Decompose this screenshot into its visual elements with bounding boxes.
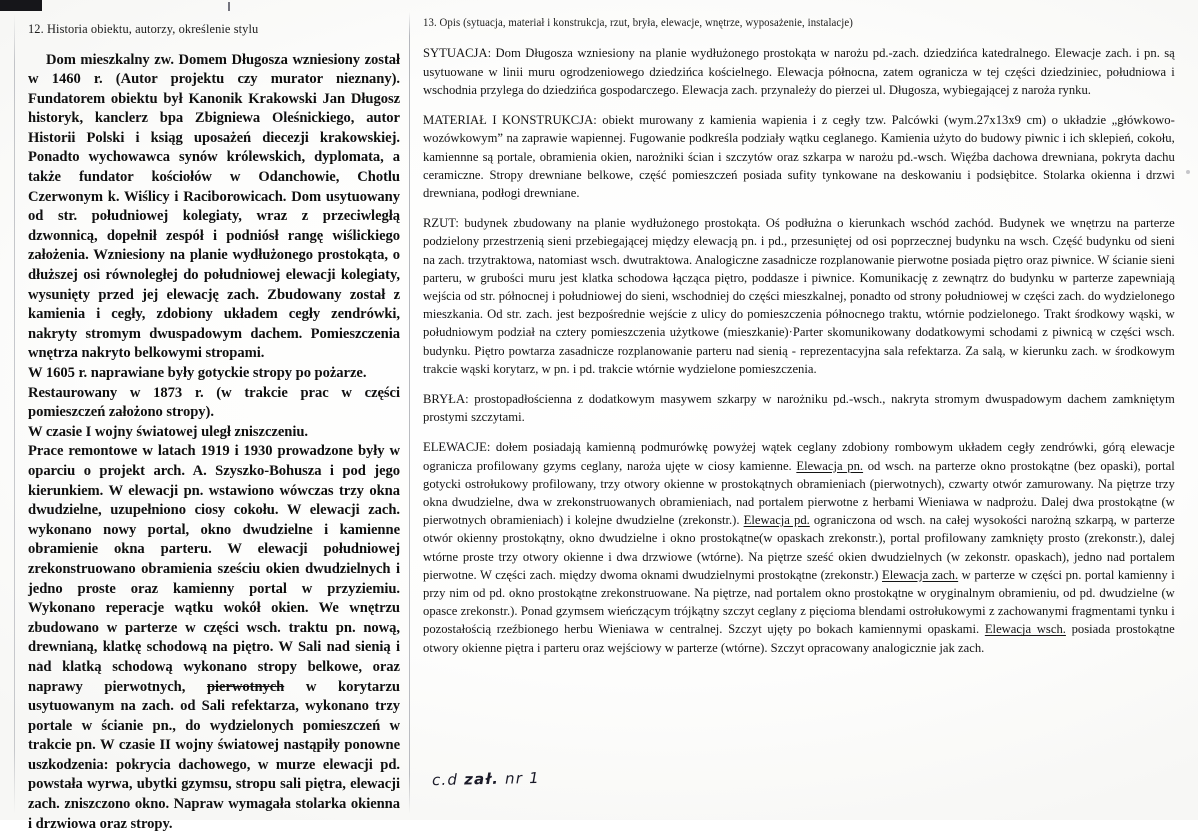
history-paragraph-with-strikethrough bbox=[28, 442, 400, 834]
section-heading-description: 13. Opis (sytuacja, materiał i konstrukcja, rzut, bryła, elewacje, wnętrze, wyposażenie, instalacje) bbox=[423, 16, 1122, 30]
elewacje-text-west: w parterze w części pn. portal kamienny i przy nim od pd. okno prostokątne zrekonstruowane. Na piętrze, nad portalem okno prostokątne w oryginalnym obramieniu, od pd. dwudzielne (w opasce zrekonstr.). Ponad gzymsem wieńczącym trójkątny szczyt ceglany z pięcioma blendami ostrołukowymi z zachowanymi fragmentami tynku i pozostałością rzeźbionego herbu Wieniawa w centralnej. Szczyt ujęty po bokach kamiennymi opaskami. bbox=[423, 567, 1175, 637]
description-section-rzut: RZUT: budynek zbudowany na planie wydłużonego prostokąta. Oś podłużna o kierunkach wschód zachód. Budynek we wnętrzu na parterze podzielony przestrzenią sieni przebiegającej między elewacją pn. i pd., przesuniętej od osi poprzecznej budynku na wsch. Część budynku od sieni na zach. trzytraktowa, natomiast wsch. dwutraktowa. Analogiczne zasadnicze rozplanowanie pierwotne posiada piętro oraz piwnice. W ścianie sieni parteru, w grubości muru jest klatka schodowa łącząca piętro, poddasze i piwnice. Komunikację z zewnątrz do budynku w parterze zapewniają wejścia od str. północnej i południowej do sieni, wschodniej do części mieszkalnej, ponadto od strony południowej w części zach. do wydzielonego mieszkania. Od str. zach. jest bezpośrednie wejście z ulicy do pomieszczenia północnego traktu, wtórnie podzielonego. Trakt środkowy wąski, w południowym podział na cztery pomieszczenia użytkowe (mieszkanie)·Parter skomunikowany dodatkowymi schodami z piwnicą w części wsch. budynku. Piętro powtarza zasadnicze rozplanowanie parteru nad sienią - reprezentacyjna sala refektarza. Za salą, w kierunku zach. w środkowym trakcie wąski korytarz, w pn. i pd. trakcie wtórnie wydzielone pomieszczenia. bbox=[423, 214, 1175, 378]
elevation-label-north: Elewacja pn. bbox=[796, 458, 863, 473]
handwritten-annotation bbox=[432, 769, 540, 789]
column-divider-rule bbox=[409, 12, 410, 814]
column-description bbox=[423, 16, 1175, 657]
elewacje-text-north: od wsch. na parterze okno prostokątne (bez opaski), portal gotycki ostrołukowy profilowany, trzy otwory okienne w prostokątnych obramieniach (pierwotnych), czwarty otwór zamurowany. Na piętrze trzy okna dwudzielne, dwa w zrekonstruowanych obramieniach, nad portalem pierwotne z herbami Wieniawa w nadprożu. Dalej dwa prostokątne (w pierwotnych obramieniach) i kolejne dwudzielne (zrekonstr.). bbox=[423, 458, 1175, 528]
elevation-label-south: Elewacja pd. bbox=[744, 512, 810, 527]
section-heading-history: 12. Historia obiektu, autorzy, określenie stylu bbox=[28, 22, 400, 38]
history-paragraph: W 1605 r. naprawiane były gotyckie stropy po pożarze. bbox=[28, 364, 400, 384]
history-text-before-strike: Prace remontowe w latach 1919 i 1930 prowadzone były w oparciu o projekt arch. A. Szyszko-Bohusza i pod jego kierunkiem. W elewacji pn. wstawiono wówczas trzy okna dwudzielne, uzupełniono ciosy cokołu. W elewacji zach. wykonano nowy portal, okno dwudzielne i kamienne obramienie okna parteru. W elewacji południowej zrekonstruowano obramienia sześciu okien dwudzielnych i jedno proste oraz kamienny portal w przyziemiu. Wykonano reperacje wątku wokół okien. We wnętrzu zbudowano w parterze w części wsch. traktu pn. nową, drewnianą, klatkę schodową na piętro. W Sali nad sienią i nad klatką schodową wykonano stropy belkowe, oraz naprawy pierwotnych, bbox=[28, 443, 400, 694]
description-section-elewacje bbox=[423, 438, 1175, 656]
annotation-suffix: nr 1 bbox=[499, 769, 540, 788]
scan-artifact-tick-mark bbox=[228, 2, 230, 11]
elewacje-intro-text: ELEWACJE: dołem posiadają kamienną podmurówkę powyżej wątek ceglany zdobiony rombowym układem cegły zendrówki, górą elewacje ogranicza profilowany gzyms ceglany, naroża ujęte w ciosy kamienne. bbox=[423, 439, 1175, 472]
elewacje-text-east: posiada prostokątne otwory okienne piętra i parteru oraz wejściowy w parterze (wtórne). Szczyt opracowany analogicznie jak zach. bbox=[423, 621, 1175, 654]
history-body bbox=[28, 51, 400, 834]
elewacje-text-south: ograniczona od wsch. na całej wysokości narożną szkarpą, w parterze otwór okienny prostokątny, okno dwudzielne i okno prostokątne(w opaskach zrekonstr.), portal profilowany zamknięty prosto (zrekonstr.), dalej wtórne proste trzy otwory okienne i dwa drzwiowe (wtórne). Na piętrze sześć okien dwudzielnych (w zekonstr. opaskach), jedno nad portalem pierwotne. W części zach. między dwoma oknami dwudzielnymi prostokątne (zrekonstr.) bbox=[423, 512, 1175, 582]
history-text-after-strike: w korytarzu usytuowanym na zach. od Sali refektarza, wykonano trzy portale w ścianie pn., do wydzielonych pomieszczeń w trakcie pn. W czasie II wojny światowej nastąpiły ponowne uszkodzenia: pokrycia dachowego, w murze elewacji pd. powstała wyrwa, ubytki gzymsu, stropu sali piętra, elewacji zach. zniszczono okno. Napraw wymagała stolarka okienna i drzwiowa oraz stropy. bbox=[28, 679, 400, 832]
elevation-label-west: Elewacja zach. bbox=[882, 567, 958, 582]
page-margin-rule-left bbox=[14, 14, 15, 814]
annotation-strong: zał. bbox=[464, 770, 499, 789]
column-history bbox=[28, 22, 400, 834]
history-paragraph: Dom mieszkalny zw. Domem Długosza wzniesiony został w 1460 r. (Autor projektu czy murator nieznany). Fundatorem obiektu był Kanonik Krakowski Jan Długosz historyk, kanclerz bpa Zbigniewa Oleśnickiego, autor Historii Polski i ksiąg uposażeń diecezji krakowskiej. Ponadto wychowawca synów królewskich, dyplomata, a także fundator kościołów w Odanchowie, Chotlu Czerwonym k. Wiślicy i Raciborowicach. Dom usytuowany od str. południowej kolegiaty, wraz z przeciwległą dzwonnicą, dopełnił zespół i podniósł rangę wiślickiego założenia. Wzniesiony na planie wydłużonego prostokąta, o dłuższej osi równoległej do południowej elewacji kolegiaty, wysunięty przed jej elewację zach. Zbudowany został z kamienia i cegły, zdobiony układem cegły zendrówki, nakryty stromym dwuspadowym dachem. Pomieszczenia wnętrza nakryto belkowymi stropami. bbox=[28, 51, 400, 365]
scan-artifact-corner-mark bbox=[0, 0, 42, 11]
description-section-material-konstrukcja: MATERIAŁ I KONSTRUKCJA: obiekt murowany z kamienia wapienia i z cegły tzw. Palcówki (wym.27x13x9 cm) o układzie „główkowo-wozówkowym” na zaprawie wapiennej. Fugowanie podkreśla podziały wątku ceglanego. Kamienia użyto do budowy piwnic i ich sklepień, cokołu, kamiennne są portale, obramienia okien, narożniki ścian i szczytów oraz szkarpa w narożu pd.-wsch. Więźba dachowa drewniana, pokryta dachu ceramiczne. Stropy drewniane belkowe, część pomieszczeń posiada sufity tynkowane na deskowaniu i podsiębitce. Stolarka okienna i drzwi drewniana, podłogi drewniane. bbox=[423, 111, 1175, 202]
history-paragraph: Restaurowany w 1873 r. (w trakcie prac w części pomieszczeń założono stropy). bbox=[28, 384, 400, 423]
scan-speck bbox=[1186, 170, 1190, 174]
struck-word: pierwotnych bbox=[207, 679, 284, 695]
annotation-prefix: c.d bbox=[432, 770, 464, 789]
description-body bbox=[423, 44, 1175, 656]
elevation-label-east: Elewacja wsch. bbox=[985, 621, 1066, 636]
history-paragraph: W czasie I wojny światowej uległ zniszczeniu. bbox=[28, 423, 400, 443]
description-section-bryla: BRYŁA: prostopadłościenna z dodatkowym masywem szkarpy w narożniku pd.-wsch., nakryta stromym dwuspadowym dachem zamkniętym prostymi szczytami. bbox=[423, 390, 1175, 426]
description-section-sytuacja: SYTUACJA: Dom Długosza wzniesiony na planie wydłużonego prostokąta w narożu pd.-zach. dziedzińca katedralnego. Elewacje zach. i pn. są usytuowane w linii muru ogrodzeniowego dziedzińca kościelnego. Elewacja północna, zatem ogranicza w tej części dziedziniec, południowa i wschodnia przylega do dziedzińca gospodarczego. Elewacja zach. przynależy do pierzei ul. Długosza, wybiegającej z naroża rynku. bbox=[423, 44, 1175, 99]
